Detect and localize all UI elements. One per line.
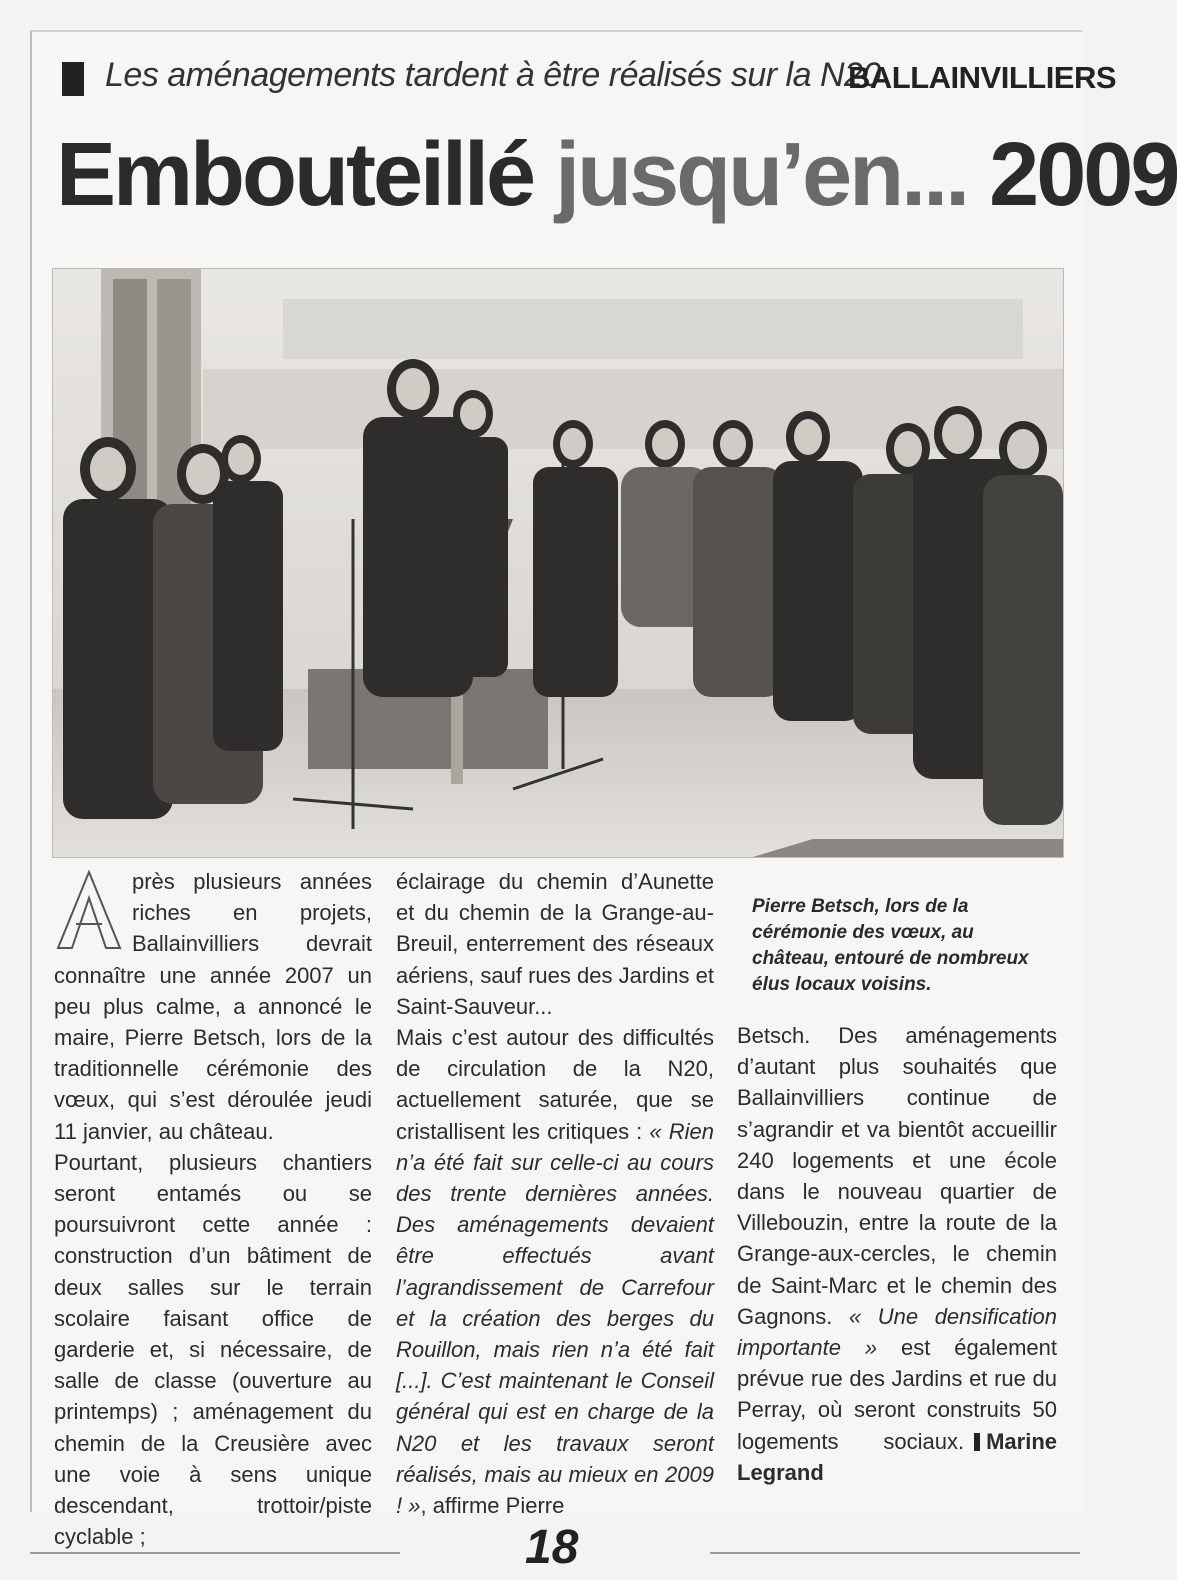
event-photo xyxy=(52,268,1064,858)
author-name: Marine Legrand xyxy=(737,1428,1057,1485)
article-text: est également prévue rue des Jardins et rue du Perray, où seront construits 50 logements sociaux. xyxy=(737,1335,1057,1454)
headline xyxy=(56,120,1177,230)
article-paragraph: près plusieurs années riches en projets, Ballainvilliers devrait connaître une année 2007 un peu plus calme, a annoncé le maire, Pierre Betsch, lors de la traditionnelle cérémonie des vœux, qui s’est déroulée jeudi 11 janvier, au château. xyxy=(54,869,372,1144)
article-paragraph xyxy=(737,1020,1057,1488)
headline-part-3: 2009 xyxy=(989,125,1177,225)
article-column-1 xyxy=(54,866,372,1552)
article-quote: « Une densification importante » xyxy=(737,1303,1057,1361)
dropcap-a-icon xyxy=(54,868,124,952)
footer-rule-left xyxy=(30,1552,400,1554)
location-label: BALLAINVILLIERS xyxy=(848,60,1117,95)
article-text: Betsch. Des aménagements d’autant plus souhaités que Ballainvilliers continue de s’agrandir et va bientôt accueillir 240 logements et une école dans le nouveau quartier de Villebouzin, entre la route de la Grange-aux-cercles, le chemin de Saint-Marc et le chemin des Gagnons. xyxy=(737,1023,1057,1329)
article-text: , affirme Pierre xyxy=(420,1493,565,1519)
article-paragraph xyxy=(396,1022,714,1521)
article-paragraph: Pourtant, plusieurs chantiers seront entamés ou se poursuivront cette année : construction d’un bâtiment de deux salles sur le terrain scolaire faisant office de garderie et, si nécessaire, de salle de classe (ouverture au printemps) ; aménagement du chemin de la Creusière avec une voie à sens unique descendant, trottoir/piste cyclable ; xyxy=(54,1149,372,1550)
article-column-2 xyxy=(396,866,714,1521)
kicker-marker xyxy=(62,62,84,96)
headline-part-1: Embouteillé xyxy=(56,125,534,225)
footer-rule-right xyxy=(710,1552,1080,1554)
article-paragraph: éclairage du chemin d’Aunette et du chemin de la Grange-au-Breuil, enterrement des réseaux aériens, sauf rues des Jardins et Saint-Sauveur... xyxy=(396,869,714,1019)
kicker: Les aménagements tardent à être réalisés sur la N20 xyxy=(105,56,881,94)
article-column-3 xyxy=(737,1020,1057,1488)
article-quote: « Rien n’a été fait sur celle-ci au cours des trente dernières années. Des aménagements devaient être effectués avant l’agrandissement de Carrefour et la création des berges du Rouillon, mais rien n’a été fait [...]. C’est maintenant le Conseil général qui est en charge de la N20 et les travaux seront réalisés, mais au mieux en 2009 ! » xyxy=(396,1118,714,1519)
page-number: 18 xyxy=(525,1521,579,1574)
photo-caption: Pierre Betsch, lors de la cérémonie des vœux, au château, entouré de nombreux élus locaux voisins. xyxy=(752,896,1029,995)
author-marker xyxy=(974,1433,980,1451)
article-text: Mais c’est autour des difficultés de circulation de la N20, actuellement saturée, que se cristallisent les critiques : xyxy=(396,1025,714,1144)
headline-part-2: jusqu’en... xyxy=(555,125,968,225)
